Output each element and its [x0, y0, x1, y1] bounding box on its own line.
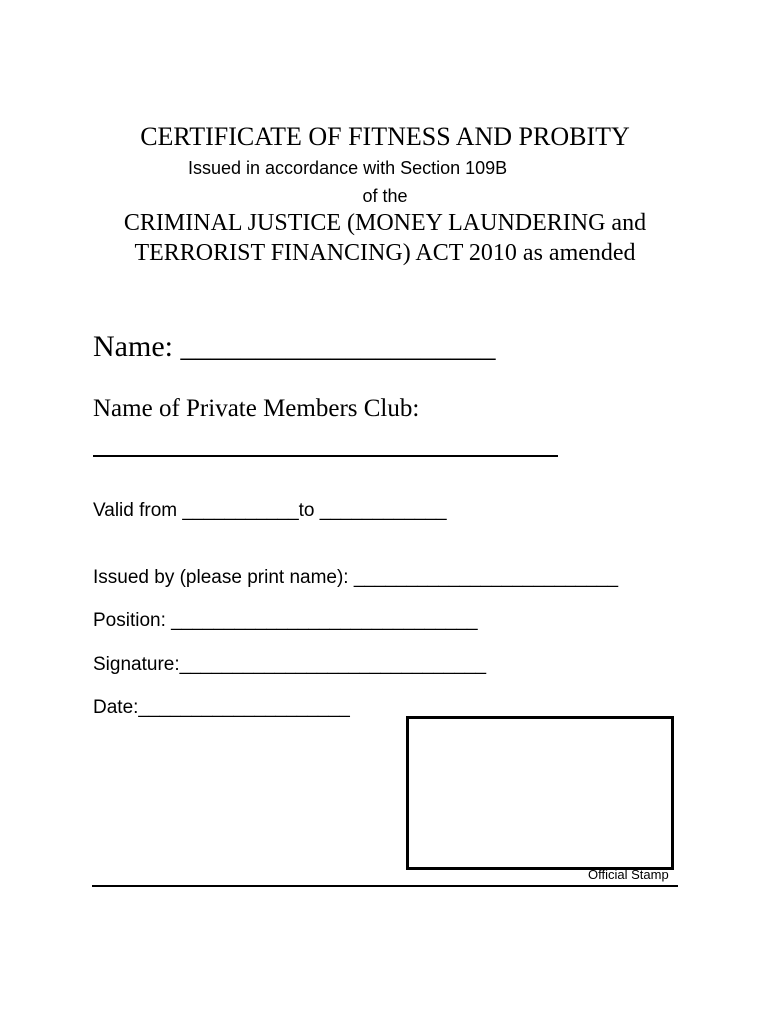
name-label: Name:: [93, 330, 181, 363]
valid-from-blank[interactable]: ___________: [182, 500, 299, 521]
validity-field[interactable]: [93, 500, 447, 522]
position-field[interactable]: [93, 610, 478, 632]
signature-field[interactable]: [93, 654, 486, 676]
club-name-label: Name of Private Members Club:: [93, 395, 420, 422]
official-stamp-box: [406, 716, 674, 870]
official-stamp-label: Official Stamp: [588, 867, 669, 882]
date-field[interactable]: [93, 697, 350, 719]
name-blank[interactable]: _____________________: [180, 330, 496, 363]
signature-label: Signature:: [93, 654, 180, 675]
issued-by-field[interactable]: [93, 567, 618, 589]
bottom-divider: [92, 885, 678, 887]
date-blank[interactable]: ____________________: [138, 697, 350, 718]
act-title-line-2: TERRORIST FINANCING) ACT 2010 as amended: [134, 240, 636, 266]
certificate-title: CERTIFICATE OF FITNESS AND PROBITY: [140, 122, 630, 151]
issued-by-label: Issued by (please print name):: [93, 567, 354, 588]
position-label: Position:: [93, 610, 172, 631]
signature-blank[interactable]: _____________________________: [179, 654, 487, 675]
club-name-blank-line[interactable]: [93, 455, 558, 457]
issued-in-accordance-line: Issued in accordance with Section 109B: [188, 158, 508, 178]
valid-to-blank[interactable]: ____________: [319, 500, 447, 521]
valid-from-label: Valid from: [93, 500, 183, 521]
name-field[interactable]: [93, 330, 495, 364]
to-label: to: [298, 500, 320, 521]
date-label: Date:: [93, 697, 139, 718]
of-the-line: of the: [362, 186, 408, 206]
issued-by-blank[interactable]: _________________________: [353, 567, 619, 588]
act-title-line-1: CRIMINAL JUSTICE (MONEY LAUNDERING and: [123, 210, 647, 236]
position-blank[interactable]: _____________________________: [171, 610, 478, 631]
